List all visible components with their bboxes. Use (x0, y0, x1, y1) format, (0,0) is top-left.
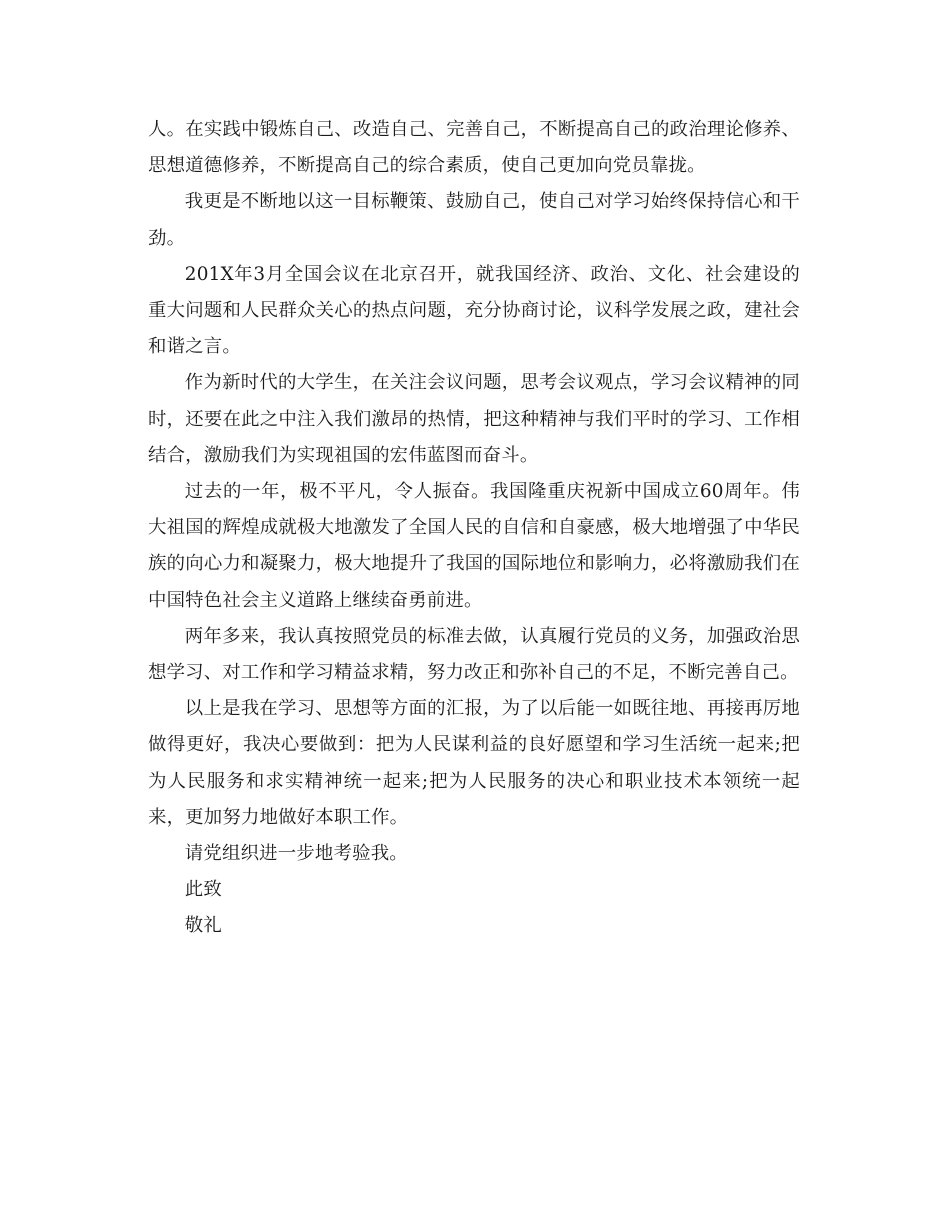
paragraph-8: 请党组织进一步地考验我。 (184, 843, 408, 865)
paragraph-1: 人。在实践中锻炼自己、改造自己、完善自己，不断提高自己的政治理论修养、思想道德修养，不断提高自己的综合素质，使自己更加向党员靠拢。 (148, 119, 800, 177)
paragraph-6: 两年多来，我认真按照党员的标准去做，认真履行党员的义务，加强政治思想学习、对工作和学习精益求精，努力改正和弥补自己的不足，不断完善自己。 (148, 625, 800, 684)
paragraph-7: 以上是我在学习、思想等方面的汇报，为了以后能一如既往地、再接再厉地做得更好，我决心要做到：把为人民谋利益的良好愿望和学习生活统一起来;把为人民服务和求实精神统一起来;把为人民服务的决心和职业技术本领统一起来，更加努力地做好本职工作。 (148, 698, 800, 828)
document-body (148, 112, 800, 945)
paragraph-3: 201X年3月全国会议在北京召开，就我国经济、政治、文化、社会建设的重大问题和人民群众关心的热点问题，充分协商讨论，议科学发展之政，建社会和谐之言。 (148, 263, 800, 358)
paragraph-5: 过去的一年，极不平凡，令人振奋。我国隆重庆祝新中国成立60周年。伟大祖国的辉煌成就极大地激发了全国人民的自信和自豪感，极大地增强了中华民族的向心力和凝聚力，极大地提升了我国的国际地位和影响力，必将激励我们在中国特色社会主义道路上继续奋勇前进。 (148, 481, 800, 611)
paragraph-2: 我更是不断地以这一目标鞭策、鼓励自己，使自己对学习始终保持信心和干劲。 (148, 191, 800, 249)
closing-salutation: 此致 (184, 879, 222, 901)
paragraph-4: 作为新时代的大学生，在关注会议问题，思考会议观点，学习会议精神的同时，还要在此之中注入我们激昂的热情，把这种精神与我们平时的学习、工作相结合，激励我们为实现祖国的宏伟蓝图而奋斗。 (148, 372, 800, 466)
closing-regards: 敬礼 (184, 915, 222, 937)
